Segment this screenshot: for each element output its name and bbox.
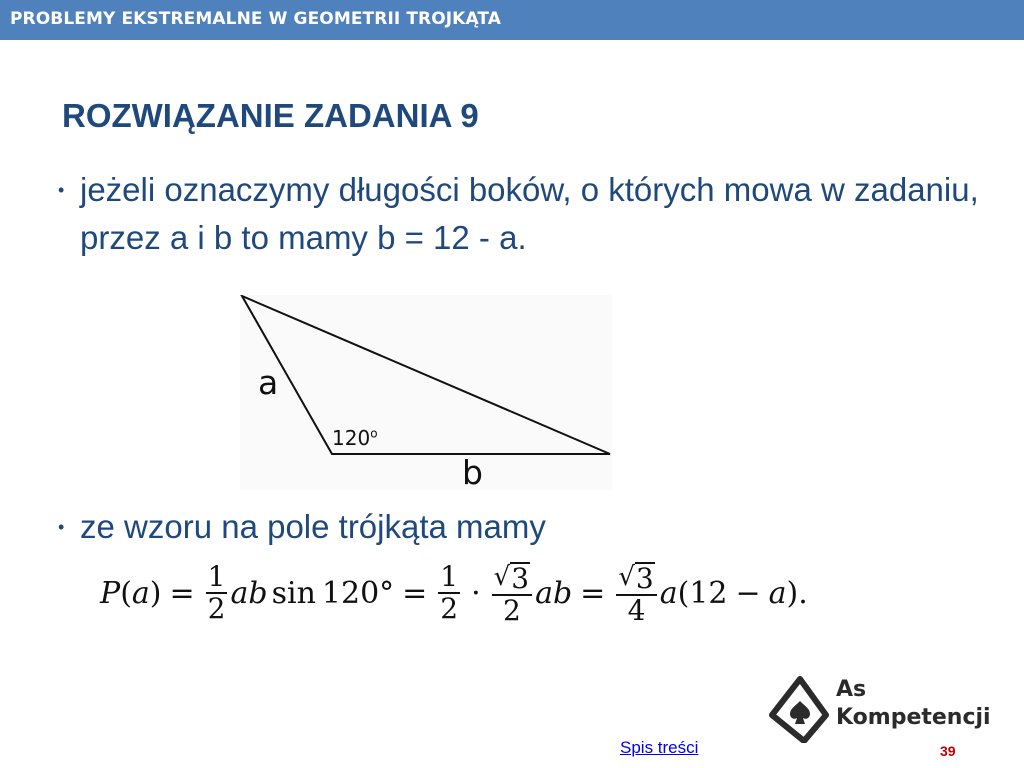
bullet-marker: •: [58, 180, 65, 200]
formula-minus: −: [735, 575, 761, 611]
formula-angle: 120°: [321, 575, 395, 611]
fraction-numerator: 1: [440, 560, 459, 593]
fraction-half: [206, 562, 228, 624]
formula-var-a: a: [131, 575, 150, 611]
degree-mark: o: [370, 426, 378, 441]
slide-title: ROZWIĄZANIE ZADANIA 9: [62, 97, 479, 134]
side-b-label: b: [462, 453, 483, 492]
fraction-denominator: 2: [207, 592, 226, 625]
bullet-text: ze wzoru na pole trójkąta mamy: [80, 508, 546, 545]
fraction-denominator: 2: [502, 593, 521, 627]
formula-equals: =: [169, 575, 195, 611]
logo-line-2: Kompetencji: [836, 705, 991, 730]
formula-equals: =: [402, 575, 428, 611]
triangle-shape: [242, 296, 610, 454]
formula-var-a: a: [768, 575, 787, 611]
table-of-contents-link[interactable]: Spis treści: [620, 738, 699, 757]
fraction-numerator: 1: [207, 560, 226, 593]
sqrt-symbol: √ 3: [618, 561, 654, 595]
angle-label: 120$^o$: [332, 426, 378, 450]
area-formula: [100, 555, 808, 631]
formula-paren: (: [120, 575, 132, 611]
page-number: 39: [940, 743, 956, 759]
fraction-numerator: [616, 561, 656, 596]
presentation-title: PROBLEMY EKSTREMALNE W GEOMETRII TROJKĄTA: [10, 9, 502, 29]
spade-icon: [790, 701, 810, 724]
header-bar: [0, 0, 1024, 40]
sqrt-symbol: √ 3: [493, 561, 530, 595]
fraction-half: [438, 562, 460, 624]
formula-ab: ab: [230, 575, 268, 611]
formula-equals: =: [580, 575, 606, 611]
logo-line-1: As: [836, 677, 867, 702]
fraction-denominator: 4: [627, 593, 646, 627]
formula-p: P: [100, 575, 121, 611]
fraction-denominator: 2: [440, 592, 459, 625]
formula-sin: sin: [271, 575, 316, 611]
formula-paren: ): [149, 575, 162, 611]
bullet-marker: •: [58, 517, 65, 537]
side-a-label: a: [258, 363, 279, 402]
bullet-item-1: [58, 166, 1018, 266]
triangle-drawing: [240, 295, 612, 490]
bullet-text: jeżeli oznaczymy długości boków, o których mowa w zadaniu, przez a i b to mamy b = 12 - a.: [80, 171, 979, 256]
fraction-sqrt3-over-2: [492, 561, 532, 626]
formula-var-a: a: [659, 575, 678, 611]
logo-wordmark: [836, 676, 991, 732]
formula-ab: ab: [535, 575, 573, 611]
fraction-sqrt3-over-4: [616, 561, 656, 626]
fraction-numerator: [492, 561, 532, 596]
formula-twelve: 12: [689, 575, 728, 611]
bullet-item-2: [58, 503, 758, 553]
formula-dot: ·: [471, 575, 481, 611]
triangle-figure: [240, 295, 612, 490]
formula-period: .: [798, 575, 808, 611]
formula-paren: (: [677, 575, 690, 611]
formula-paren: ): [786, 575, 799, 611]
